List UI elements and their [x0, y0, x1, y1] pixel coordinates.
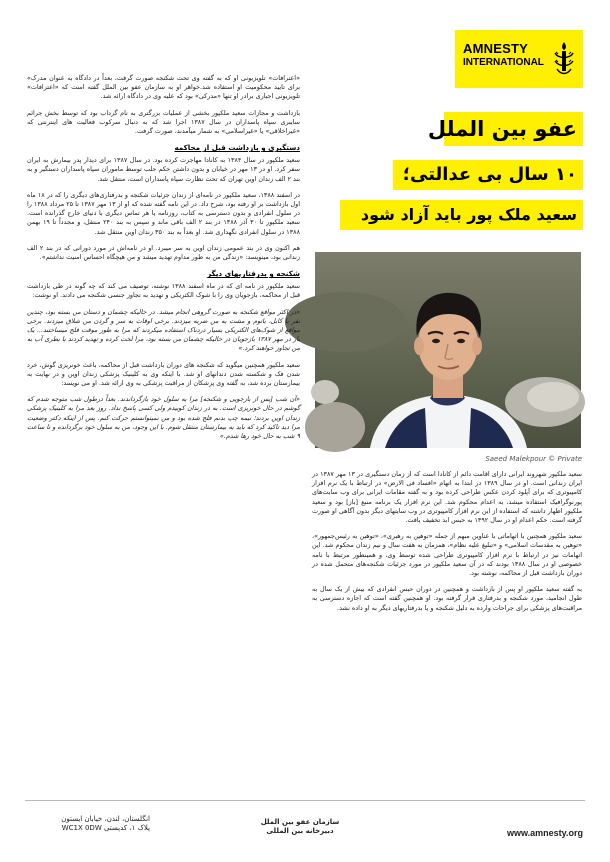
footer-divider	[25, 800, 585, 801]
paragraph: سعید ملکپور در سال ۱۳۸۴ به کانادا مهاجرت کرده بود. در سال ۱۳۸۷ برای دیدار پدر بیمارش به ایران سفر کرد. او در ۱۳ مهر در خیابان و بدون داشتن حکم جلب توسط ماموران سپاه پاسداران دستگیر و به بند ۲ الف زندان اوین تهران که تحت نظارت سپاه پاسداران است، منتقل شد.	[27, 156, 300, 183]
left-text-column	[27, 74, 300, 766]
footer-organization	[245, 818, 355, 836]
quote-paragraph: «در اکثر مواقع شکنجه به صورت گروهی انجام میشد. در حالیکه چشمان و دستان من بسته بود، چندین نفر با کابل، باتوم و مشت به من ضربه میزدند. برخی اوقات به سر و گردن من شلاق میزدند. برخی مواقع از شوک‌های الکتریکی بسیار دردناک استفاده میکردند که مرا به طور موقت فلج میساختند... یک بار در مهر ۱۳۸۷ بازجویان در حالیکه چشمان من بسته بود، مرا لخت کرده و تهدید کردند با بطری آب به من تجاوز خواهند کرد.»	[27, 307, 300, 353]
photo-caption: Saeed Malekpour © Private	[485, 455, 582, 463]
logo-line-2: INTERNATIONAL	[463, 57, 544, 68]
right-text-column	[312, 470, 582, 765]
footer-address-line-2: پلاک ۱، کدپستی WC1X 0DW	[61, 824, 150, 832]
footer-address-line-1: انگلستان، لندن، خیابان ایستون	[61, 815, 150, 823]
paragraph: هم اکنون وی در بند عمومی زندان اوین به سر میبرد. او در نامه‌اش در مورد دورانی که در بند ۲ الف زندانی بود، مینویسد: «زندگی من به طور مداوم تهدید میشد و من هیچگاه احساس امنیت نداشتم».	[27, 243, 300, 262]
footer-org-name: سازمان عفو بین الملل	[260, 818, 340, 826]
amnesty-logo	[455, 30, 583, 88]
section-heading-arrest: دستگیری و بازداشت قبل از محاکمه	[174, 143, 300, 153]
paragraph: «اعترافات» تلویزیونی او که به گفته وی تحت شکنجه صورت گرفت، بعداً در دادگاه به عنوان مدرک» برای تایید محکومیت او استفاده شد.خواهر او به سازمان عفو بین الملل گفته است که «اعترافات» تلویزیونی اجباری برادر او تنها «مدرکی» بود که علیه وی در دادگاه ارائه شد.	[27, 74, 300, 101]
headline-years: ۱۰ سال بی عدالتی؛	[393, 160, 583, 190]
portrait-photo	[315, 252, 581, 448]
footer-website-link[interactable]: www.amnesty.org	[506, 828, 583, 838]
section-heading-torture: شکنجه و بدرفتاریهای دیگر	[207, 269, 300, 279]
footer-org-secretariat: دبیرخانه بین المللی	[266, 827, 334, 835]
footer-address	[40, 815, 150, 833]
paragraph: سعید ملکپور همچنین میگوید که شکنجه های دوران بازداشت قبل از محاکمه، باعث خونریزی گوش، خرد شدن فک و شکسته شدن دندانهای او شد. با اینکه وی به کلینیک پزشکی زندان اوین و در نهایت به بیمارستان برده شد، به گفته وی پزشکان از مراقبت پزشکی به وی ارائه شد. او می نویسد:	[27, 360, 300, 388]
paragraph: سعید ملکپور در نامه ای که در ماه اسفند ۱۳۸۸ نوشته، توصیف می کند که چه گونه در طی بازداشت قبل از محاکمه، بازجویان وی را با شوک الکتریکی و تهدید به تجاوز جنسی شکنجه می دادند. او نوشت:	[27, 282, 301, 300]
paragraph: سعید ملکپور شهروند ایرانی دارای اقامت دائم از کانادا است که از زمان دستگیری در ۱۳ مهر ۱۳۸۷ در ایران زندانی است. او در سال ۱۳۸۹ در ابتدا به اتهام «افساد فی الارض» در ارتباط با یک نرم افزار کامپیوتری که برای آپلود کردن عکس طراحی کرده بود و به گفته مقامات ایرانی برای وب سایت‌های پورنوگرافیک استفاده میشد، به اعدام محکوم شد. این نرم افزار یک برنامه منبع [باز] بود و سعید ملکپور اظهار داشته که استفاده از این نرم افزار کامپیوتری در وب سایتهای دیگر بدون آگاهی او صورت گرفته است. حکم اعدام او در سال ۱۳۹۲ به حبس ابد تخفیف یافت.	[312, 470, 583, 525]
paragraph: در اسفند ۱۳۸۸، سعید ملکپور در نامه‌ای از زندان جزئیات شکنجه و بدرفتاری‌های دیگری را که در ۱۸ ماه اول بازداشت بر او رفته بود، شرح داد. در این نامه گفته شده که او از ۱۳ مهر ۱۳۸۷ تا ۲۵ مرداد ۱۳۸۸ را در سلول انفرادی و بدون دسترسی به کتاب، روزنامه یا هر تماس دیگری با دنیای خارج گذرانده است. سعید ملکپور تا ۳۰ آذر ۱۳۸۸ در بند ۲ الف باقی ماند و سپس به بند ۲۴۰ منتقل، و مجدداً تا ۱۹ بهمن ۱۳۸۸ در سلول انفرادی نگهداری شد. او بعداً به بند ۳۵۰ زندان اوین منتقل شد.	[27, 190, 301, 236]
paragraph: به گفته سعید ملکپور او پس از بازداشت و همچنین در دوران حبس انفرادی که بیش از یک سال به طول انجامید، مورد شکنجه و بدرفتاری قرار گرفته بود. او همچنین گفته است که اجازه دسترسی به مراقبت‌های پزشکی برای جراحات وارده به دلیل شکنجه و یا بدرفتاریهای دیگر به او داده نشد.	[312, 585, 582, 612]
paragraph: سعید ملکپور همچنین با اتهاماتی با عناوین مبهم از جمله «توهین به رهبری»، «توهین به رئیس‌جمهور»، «توهین به مقدسات اسلامی» و «تبلیغ علیه نظام»، همزمان به هفت سال و نیم زندان محکوم شد. این اتهامات نیز در ارتباط با نرم افزار کامپیوتری طراحی شده توسط وی، و همینطور مرتبط با نامه خصوصی او در سال ۱۳۸۸ بودند که در آن سعید ملکپور در مورد جزئیات شکنجه‌های متحمل شده در دوران بازداشت قبل از محاکمه، نوشته بود.	[312, 532, 582, 578]
headline-demand: سعید ملک پور باید آزاد شود	[340, 200, 583, 230]
logo-wordmark	[463, 42, 544, 70]
logo-line-1: AMNESTY	[463, 41, 528, 56]
headline-org: عفو بین الملل	[444, 112, 583, 146]
paragraph: بازداشت و مجازات سعید ملکپور بخشی از عملیات بزرگتری به نام گرداب بود که توسط بخش جرائم سایبری سپاه پاسداران در سال ۱۳۸۷ اجرا شد که به دنبال سرکوب فعالیت های اینترنتی که «غیراخلاقی» یا «غیراسلامی» به شمار میآمدند، صورت گرفت.	[27, 108, 300, 136]
portrait-illustration	[315, 252, 581, 448]
candle-in-barbed-wire-icon	[552, 39, 576, 79]
quote-paragraph: «آن شب [پس از بازجویی و شکنجه] مرا به سلول خود بازگرداندند. بعداً درطول شب متوجه شدم که گوشم در حال خونریزی است. به در زندان کوبیدم ولی کسی پاسخ نداد. روز بعد مرا به کلینیک پزشکی زندان اوین بردند؛ نیمه چپ بدنم فلج شده بود و من نمیتوانستم حرکت کنم. پس از اینکه دکتر وضعیت مرا دید تاکید کرد که باید به بیمارستان منتقل شوم. با این وجود، من به سلول خود برگردانده و تا ساعت ۹ شب به حال خود رها شدم.»	[27, 395, 300, 441]
